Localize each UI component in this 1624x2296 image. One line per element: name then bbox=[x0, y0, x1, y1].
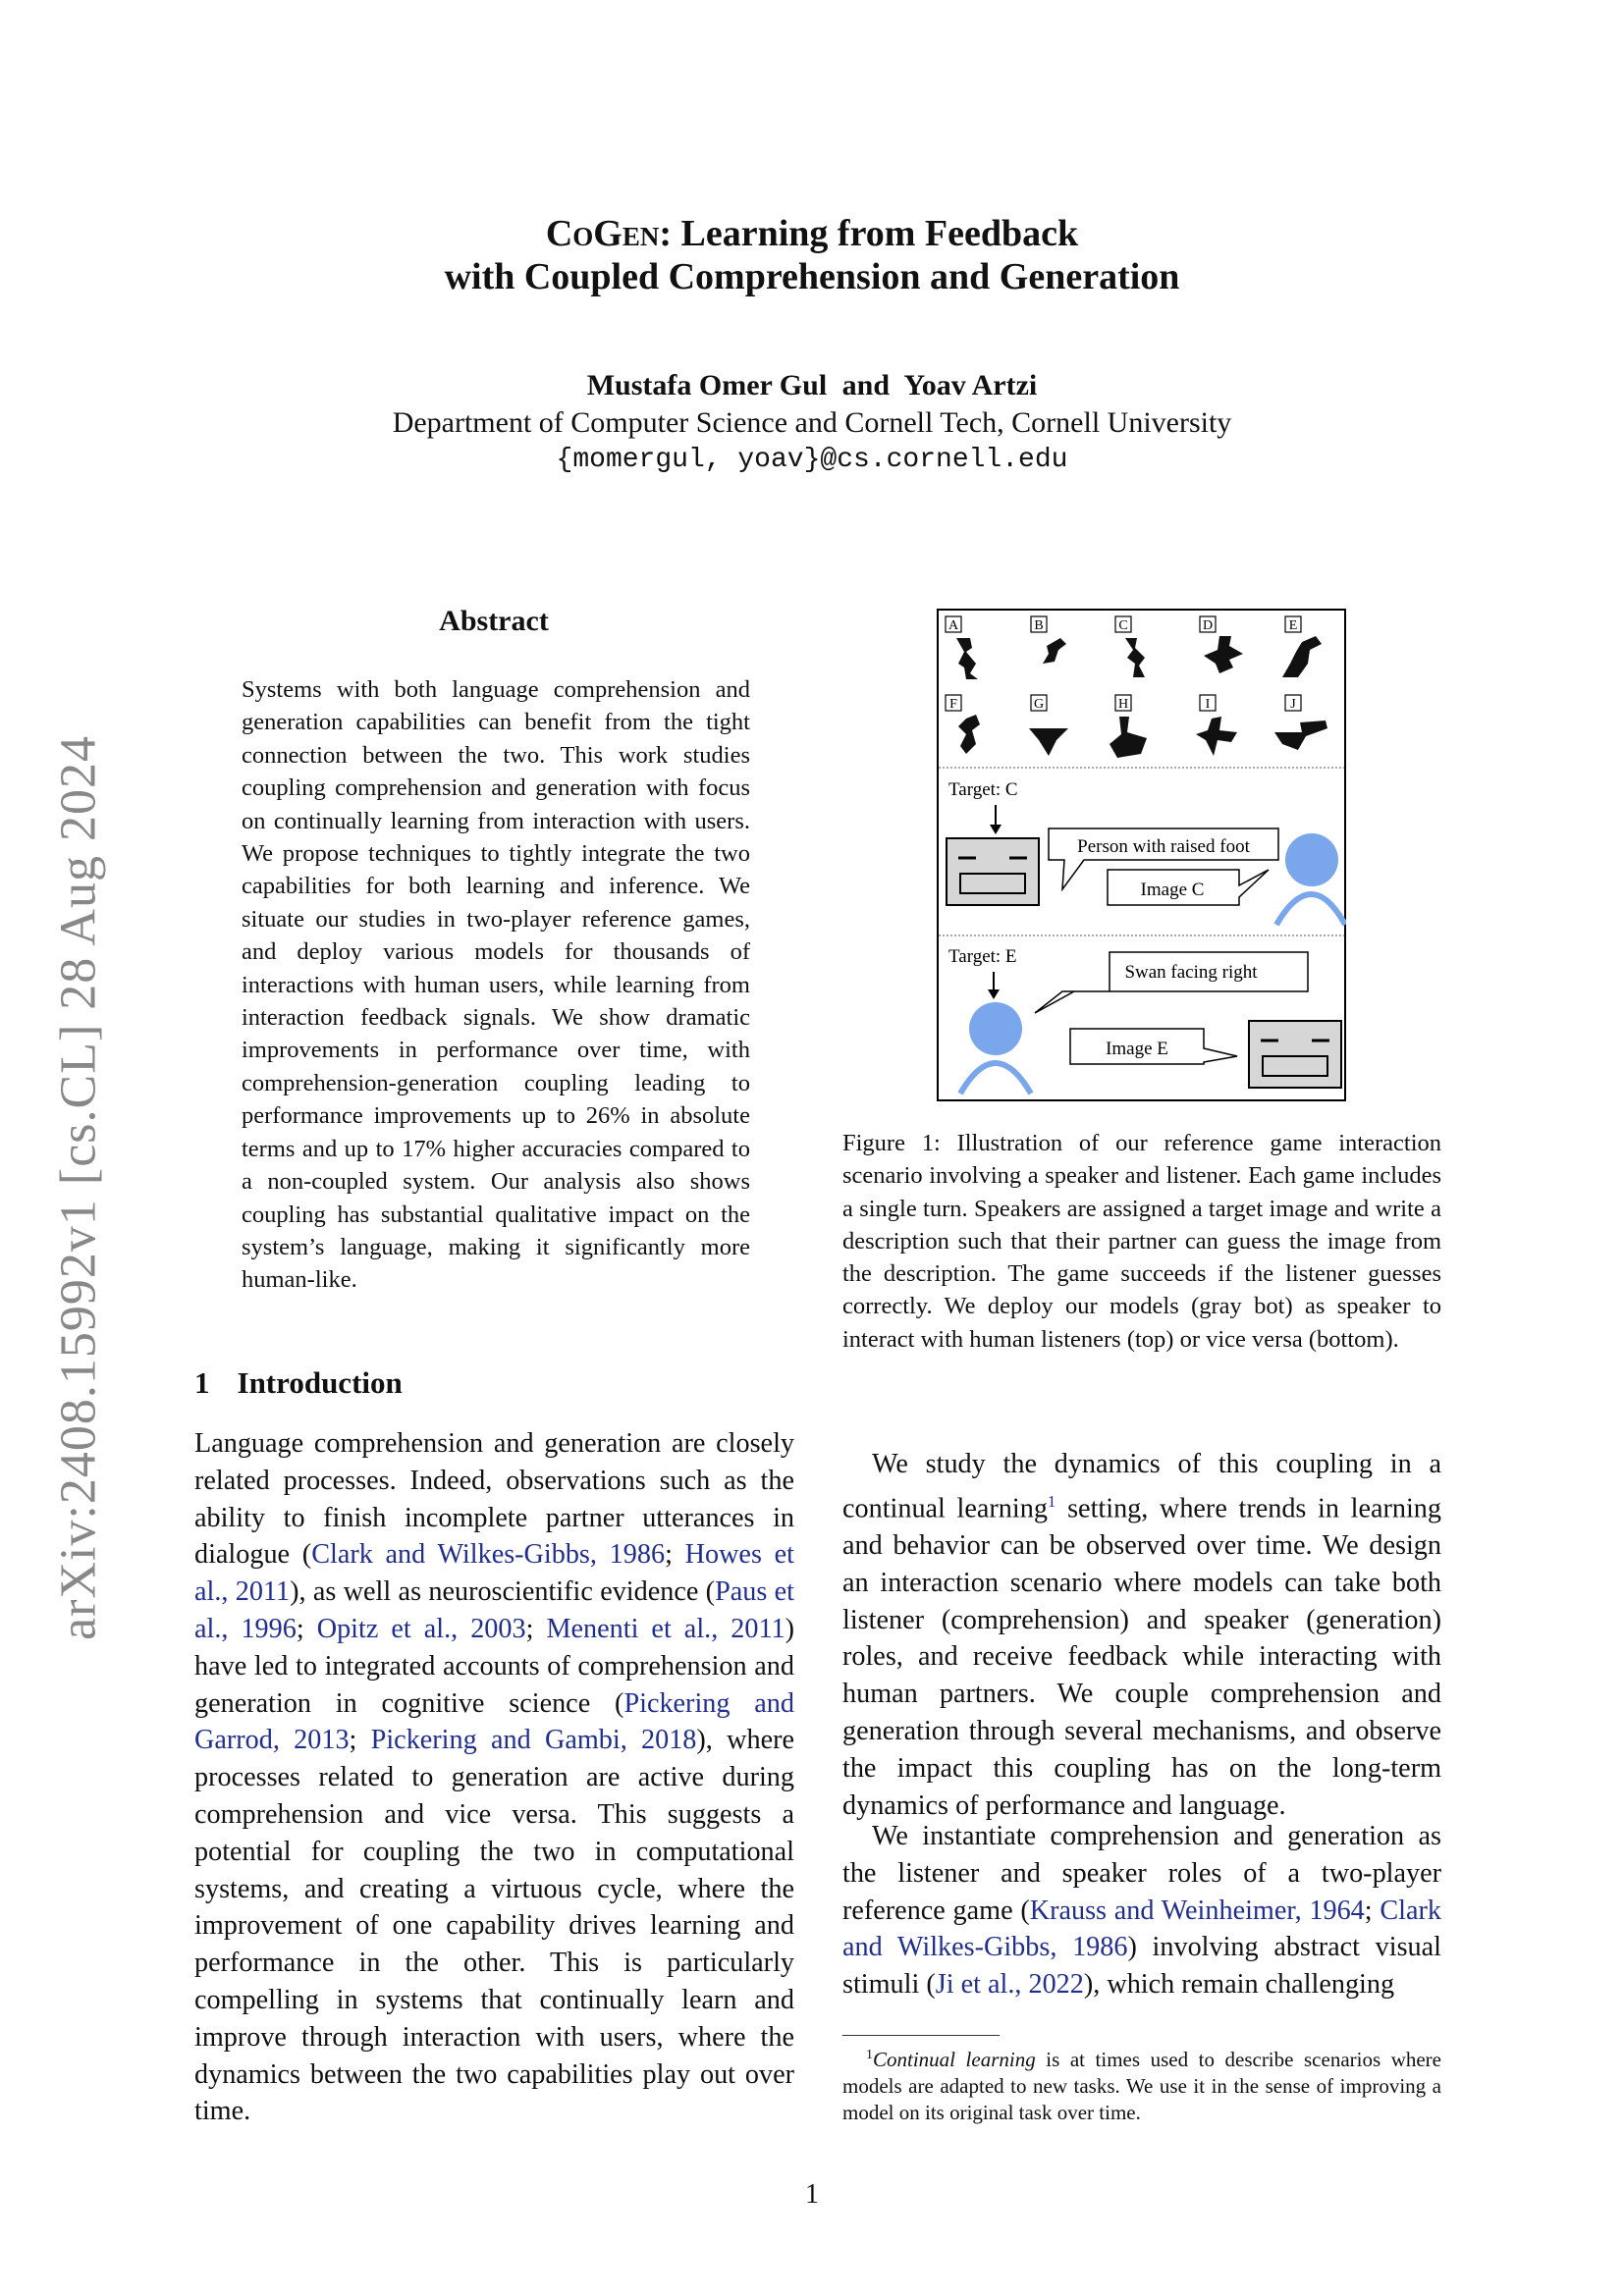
section-heading-introduction bbox=[194, 1365, 403, 1401]
citation-link[interactable]: Pickering and Gambi, 2018 bbox=[370, 1725, 697, 1756]
intro-text: ) have led to integrated accounts of comprehension and generation in cognitive science ( bbox=[194, 1613, 794, 1719]
right-text: ), which remain challenging bbox=[1083, 1969, 1395, 2001]
letter-label: C bbox=[1118, 618, 1128, 633]
letter-label: E bbox=[1288, 618, 1298, 633]
figure-1-illustration bbox=[937, 609, 1346, 1101]
citation-link[interactable]: Howes et al., 2011 bbox=[194, 1539, 794, 1608]
page-number: 1 bbox=[805, 2179, 819, 2210]
footnote-italic: Continual learning bbox=[873, 2048, 1036, 2071]
title-line1: : Learning from Feedback bbox=[659, 213, 1079, 254]
intro-text: ; bbox=[665, 1539, 685, 1571]
letter-label: A bbox=[947, 618, 959, 633]
right-text: ) involving abstract visual stimuli ( bbox=[842, 1932, 1441, 2001]
letter-label: F bbox=[949, 697, 957, 712]
abstract-text: Systems with both language comprehension and generation capabilities can benefit from the tight connection between the two. This work studies coupling comprehension and generation with focus on continually learning from interaction with users. We propose techniques to tightly integrate the two capabilities for both learning and inference. We situate our studies in two-player reference games, and deploy various models for thousands of interactions with human users, while learning from interaction feedback signals. We show dramatic improvements in performance over time, with comprehension-generation coupling leading to performance improvements up to 26% in absolute terms and up to 17% higher accuracies compared to a non-coupled system. Our analysis also shows coupling has substantial qualitative impact on the system’s language, making it significantly more human-like. bbox=[242, 676, 750, 1294]
letter-label: G bbox=[1033, 697, 1045, 712]
right-paragraph-1 bbox=[842, 1446, 1441, 1824]
author-block bbox=[0, 367, 1624, 479]
figure-1-caption: Figure 1: Illustration of our reference game interaction scenario involving a speaker and listener. Each game includes a single turn. Speakers are assigned a target image and write a description such that their partner can guess the image from the description. The game succeeds if the listener guesses correctly. We deploy our models (gray bot) as speaker to interact with human listeners (top) or vice versa (bottom). bbox=[842, 1130, 1441, 1353]
letter-label: I bbox=[1205, 697, 1211, 712]
title-system-name: CoGen bbox=[545, 213, 660, 254]
figure-1 bbox=[937, 609, 1346, 1101]
footnote-mark[interactable]: 1 bbox=[1047, 1491, 1056, 1511]
svg-text:Swan facing right: Swan facing right bbox=[1124, 962, 1258, 983]
citation-link[interactable]: Paus et al., 1996 bbox=[194, 1576, 795, 1644]
footnote-rule bbox=[842, 2035, 1000, 2036]
author-2: Yoav Artzi bbox=[903, 369, 1038, 401]
svg-text:Person with raised foot: Person with raised foot bbox=[1077, 836, 1250, 857]
right-text: setting, where trends in learning and behavior can be observed over time. We design an interaction scenario where models can take both listener (comprehension) and speaker (generation) roles, and receive feedback while interacting with human partners. We couple comprehension and generation through several mechanisms, and observe the impact this coupling has on the long-term dynamics of performance and language. bbox=[842, 1493, 1441, 1821]
bot-speaker bbox=[947, 838, 1039, 905]
citation-link[interactable]: Krauss and Weinheimer, 1964 bbox=[1029, 1895, 1365, 1926]
affiliation: Department of Computer Science and Cornell Tech, Cornell University bbox=[392, 406, 1232, 439]
citation-link[interactable]: Clark and Wilkes-Gibbs, 1986 bbox=[311, 1539, 666, 1571]
intro-text: Language comprehension and generation are closely related processes. Indeed, observations such as the ability to finish incomplete partner utterances in dialogue ( bbox=[194, 1428, 794, 1571]
footnote-text: is at times used to describe scenarios where models are adapted to new tasks. We use it in the sense of improving a model on its original task over time. bbox=[842, 2048, 1441, 2124]
section-title: Introduction bbox=[237, 1365, 403, 1400]
author-and: and bbox=[841, 369, 891, 401]
section-number: 1 bbox=[194, 1365, 210, 1400]
citation-link[interactable]: Opitz et al., 2003 bbox=[316, 1613, 526, 1644]
intro-text: ; bbox=[349, 1725, 371, 1756]
citation-link[interactable]: Ji et al., 2022 bbox=[935, 1969, 1084, 2001]
bot-listener bbox=[1249, 1021, 1341, 1088]
citation-link[interactable]: Menenti et al., 2011 bbox=[546, 1613, 785, 1644]
letter-label: H bbox=[1117, 697, 1129, 712]
target-label-bottom: Target: E bbox=[948, 946, 1017, 967]
right-text: We instantiate comprehension and generation as the listener and speaker roles of a two-player reference game ( bbox=[842, 1821, 1441, 1926]
intro-text: ), as well as neuroscientific evidence ( bbox=[290, 1576, 716, 1608]
intro-text: ), where processes related to generation are active during comprehension and vice versa. This suggests a potential for coupling the two in computational systems, and creating a virtuous cycle, where the improvement of one capability drives learning and performance in the other. This is particularly compelling in systems that continually learn and improve through interaction with users, where the dynamics between the two capabilities play out over time. bbox=[194, 1725, 794, 2127]
arxiv-id: arXiv:2408.15992v1 [cs.CL] 28 Aug 2024 bbox=[50, 735, 107, 1640]
citation-link[interactable]: Pickering and Garrod, 2013 bbox=[194, 1687, 794, 1756]
svg-text:Image E: Image E bbox=[1106, 1039, 1168, 1059]
arxiv-stamp bbox=[39, 707, 118, 1669]
email: {momergul, yoav}@cs.cornell.edu bbox=[556, 445, 1068, 475]
footnote bbox=[842, 2042, 1441, 2126]
target-label-top: Target: C bbox=[948, 779, 1018, 800]
citation-link[interactable]: Clark and Wilkes-Gibbs, 1986 bbox=[842, 1895, 1441, 1963]
intro-text: ; bbox=[525, 1613, 547, 1644]
letter-label: B bbox=[1034, 618, 1044, 633]
right-text: We study the dynamics of this coupling in a continual learning bbox=[842, 1449, 1441, 1524]
letter-label: D bbox=[1202, 618, 1214, 633]
svg-text:Image C: Image C bbox=[1140, 880, 1205, 900]
author-1: Mustafa Omer Gul bbox=[586, 369, 828, 401]
right-paragraph-2 bbox=[842, 1818, 1441, 2003]
abstract-heading: Abstract bbox=[439, 605, 549, 637]
paper-title bbox=[0, 212, 1624, 298]
intro-paragraph bbox=[194, 1425, 794, 2130]
intro-text: ; bbox=[296, 1613, 317, 1644]
letter-label: J bbox=[1290, 697, 1296, 712]
title-line2: with Coupled Comprehension and Generation bbox=[444, 256, 1180, 297]
footnote-number: 1 bbox=[866, 2048, 873, 2062]
right-text: ; bbox=[1364, 1895, 1380, 1926]
